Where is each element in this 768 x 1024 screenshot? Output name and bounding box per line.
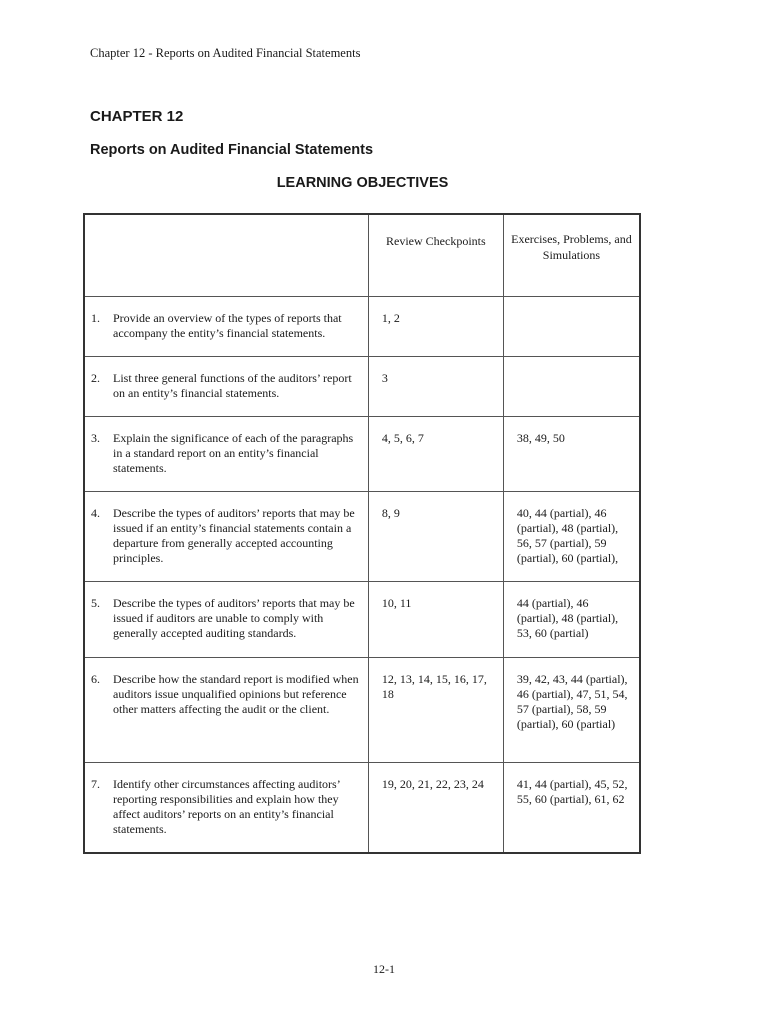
review-checkpoints-cell: 4, 5, 6, 7 — [368, 417, 503, 492]
table-row — [84, 763, 640, 853]
objective-number: 5. — [91, 596, 100, 610]
table-row — [84, 357, 640, 417]
review-checkpoints-cell: 8, 9 — [368, 492, 503, 582]
objective-cell — [84, 357, 368, 417]
running-header: Chapter 12 - Reports on Audited Financial Statements — [90, 46, 361, 60]
objective-cell — [84, 658, 368, 763]
objective-text: Explain the significance of each of the paragraphs in a standard report on an entity’s financial statements. — [113, 431, 354, 475]
exercises-cell: 41, 44 (partial), 45, 52, 55, 60 (partial), 61, 62 — [503, 763, 640, 853]
exercises-cell: 40, 44 (partial), 46 (partial), 48 (partial), 56, 57 (partial), 59 (partial), 60 (partial), — [503, 492, 640, 582]
learning-objectives-heading: LEARNING OBJECTIVES — [276, 175, 449, 191]
learning-objectives-table — [83, 213, 641, 854]
objective-cell — [84, 582, 368, 658]
objective-cell — [84, 297, 368, 357]
review-checkpoints-cell: 19, 20, 21, 22, 23, 24 — [368, 763, 503, 853]
objective-number: 7. — [91, 777, 100, 791]
objective-text: Describe the types of auditors’ reports that may be issued if an entity’s financial statements contain a departure from generally accepted accounting principles. — [113, 506, 355, 565]
table-row — [84, 658, 640, 763]
review-checkpoints-cell: 10, 11 — [368, 582, 503, 658]
objective-text: Identify other circumstances affecting auditors’ reporting responsibilities and explain how they affect auditors’ reports on an entity’s financial statements. — [113, 777, 340, 836]
exercises-cell — [503, 357, 640, 417]
table-row — [84, 417, 640, 492]
review-checkpoints-column-header: Review Checkpoints — [368, 214, 503, 297]
table-header-row — [84, 214, 640, 297]
objective-number: 4. — [91, 506, 100, 520]
exercises-cell — [503, 297, 640, 357]
objective-cell — [84, 763, 368, 853]
objective-text: Describe the types of auditors’ reports that may be issued if auditors are unable to comply with generally accepted auditing standards. — [113, 596, 355, 640]
review-checkpoints-cell: 3 — [368, 357, 503, 417]
chapter-number: CHAPTER 12 — [90, 108, 184, 125]
objective-text: Provide an overview of the types of reports that accompany the entity’s financial statements. — [113, 311, 342, 340]
table-row — [84, 492, 640, 582]
objective-number: 3. — [91, 431, 100, 445]
table-row — [84, 297, 640, 357]
objective-number: 6. — [91, 672, 100, 686]
exercises-cell: 44 (partial), 46 (partial), 48 (partial), 53, 60 (partial) — [503, 582, 640, 658]
objective-number: 2. — [91, 371, 100, 385]
objective-cell — [84, 492, 368, 582]
objective-number: 1. — [91, 311, 100, 325]
objective-text: Describe how the standard report is modified when auditors issue unqualified opinions but reference other matters affecting the audit or the client. — [113, 672, 359, 716]
objective-column-header — [84, 214, 368, 297]
review-checkpoints-cell: 12, 13, 14, 15, 16, 17, 18 — [368, 658, 503, 763]
page-number: 12-1 — [373, 962, 395, 976]
review-checkpoints-cell: 1, 2 — [368, 297, 503, 357]
exercises-cell: 39, 42, 43, 44 (partial), 46 (partial), 47, 51, 54, 57 (partial), 58, 59 (partial), 60 (partial) — [503, 658, 640, 763]
table-row — [84, 582, 640, 658]
exercises-cell: 38, 49, 50 — [503, 417, 640, 492]
chapter-title: Reports on Audited Financial Statements — [90, 142, 374, 158]
exercises-column-header: Exercises, Problems, and Simulations — [503, 214, 640, 297]
objective-text: List three general functions of the auditors’ report on an entity’s financial statements. — [113, 371, 352, 400]
objective-cell — [84, 417, 368, 492]
